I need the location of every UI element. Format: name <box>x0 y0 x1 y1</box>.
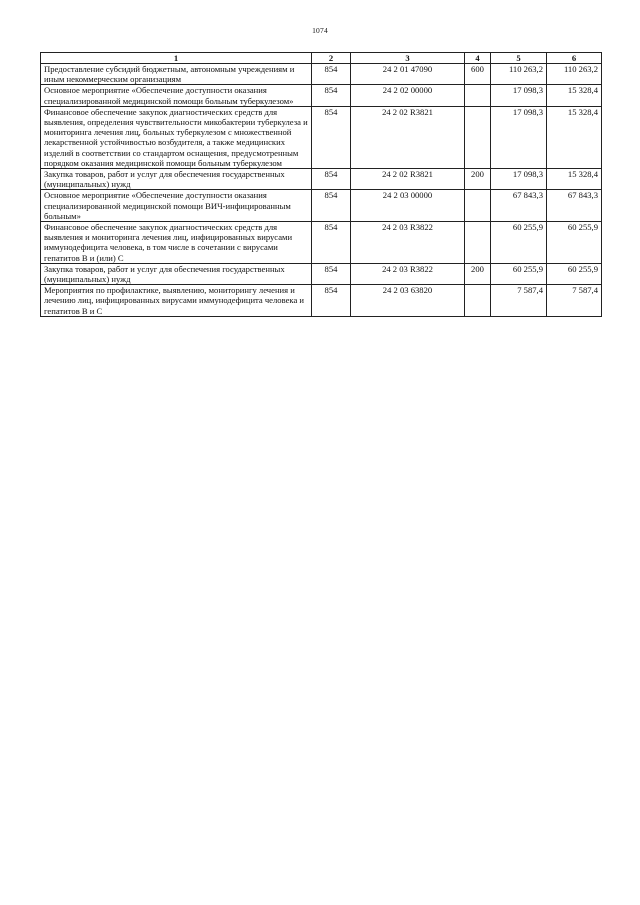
amount-year2-cell: 15 328,4 <box>547 85 602 106</box>
amount-year1-cell: 60 255,9 <box>491 263 547 284</box>
amount-year1-cell: 17 098,3 <box>491 85 547 106</box>
target-article-cell: 24 2 03 R3822 <box>351 222 465 264</box>
amount-year2-cell: 60 255,9 <box>547 263 602 284</box>
expense-type-cell <box>465 106 491 168</box>
column-header-3: 3 <box>351 53 465 64</box>
ministry-code-cell: 854 <box>312 64 351 85</box>
ministry-code-cell: 854 <box>312 263 351 284</box>
header-row <box>41 53 602 64</box>
amount-year1-cell: 7 587,4 <box>491 285 547 317</box>
amount-year1-cell: 17 098,3 <box>491 106 547 168</box>
column-header-5: 5 <box>491 53 547 64</box>
column-header-1: 1 <box>41 53 312 64</box>
expense-type-cell: 200 <box>465 169 491 190</box>
column-header-4: 4 <box>465 53 491 64</box>
name-cell: Финансовое обеспечение закупок диагностических средств для выявления, определения чувствительности микобактерии туберкулеза и мониторинга лечения лиц, больных туберкулезом с множественной лекарственной устойчивостью возбудителя, а также медицинских изделий в соответствии со стандартом оснащения, предусмотренным порядком оказания медицинской помощи больным туберкулезом <box>41 106 312 168</box>
target-article-cell: 24 2 01 47090 <box>351 64 465 85</box>
expense-type-cell <box>465 285 491 317</box>
table-body <box>41 64 602 317</box>
name-cell: Основное мероприятие «Обеспечение доступности оказания специализированной медицинской помощи ВИЧ-инфицированным больным» <box>41 190 312 222</box>
target-article-cell: 24 2 02 R3821 <box>351 169 465 190</box>
expense-type-cell <box>465 85 491 106</box>
ministry-code-cell: 854 <box>312 222 351 264</box>
target-article-cell: 24 2 02 00000 <box>351 85 465 106</box>
amount-year1-cell: 110 263,2 <box>491 64 547 85</box>
table-row <box>41 285 602 317</box>
name-cell: Закупка товаров, работ и услуг для обеспечения государственных (муниципальных) нужд <box>41 263 312 284</box>
column-header-6: 6 <box>547 53 602 64</box>
table-row <box>41 169 602 190</box>
ministry-code-cell: 854 <box>312 169 351 190</box>
ministry-code-cell: 854 <box>312 190 351 222</box>
budget-table <box>40 52 602 317</box>
table-row <box>41 106 602 168</box>
name-cell: Мероприятия по профилактике, выявлению, мониторингу лечения и лечению лиц, инфицированных вирусами иммунодефицита человека и гепатитов В и С <box>41 285 312 317</box>
amount-year2-cell: 67 843,3 <box>547 190 602 222</box>
expense-type-cell <box>465 222 491 264</box>
amount-year2-cell: 60 255,9 <box>547 222 602 264</box>
table-row <box>41 64 602 85</box>
expense-type-cell <box>465 190 491 222</box>
table-row <box>41 263 602 284</box>
table-row <box>41 85 602 106</box>
table-row <box>41 222 602 264</box>
name-cell: Закупка товаров, работ и услуг для обеспечения государственных (муниципальных) нужд <box>41 169 312 190</box>
amount-year2-cell: 15 328,4 <box>547 106 602 168</box>
amount-year1-cell: 17 098,3 <box>491 169 547 190</box>
name-cell: Финансовое обеспечение закупок диагностических средств для выявления и мониторинга лечения лиц, инфицированных вирусами иммунодефицита человека, в том числе в сочетании с вирусами гепатитов В и (или) С <box>41 222 312 264</box>
expense-type-cell: 600 <box>465 64 491 85</box>
amount-year2-cell: 7 587,4 <box>547 285 602 317</box>
amount-year2-cell: 110 263,2 <box>547 64 602 85</box>
amount-year1-cell: 60 255,9 <box>491 222 547 264</box>
amount-year2-cell: 15 328,4 <box>547 169 602 190</box>
target-article-cell: 24 2 03 R3822 <box>351 263 465 284</box>
name-cell: Предоставление субсидий бюджетным, автономным учреждениям и иным некоммерческим организациям <box>41 64 312 85</box>
ministry-code-cell: 854 <box>312 285 351 317</box>
name-cell: Основное мероприятие «Обеспечение доступности оказания специализированной медицинской помощи больным туберкулезом» <box>41 85 312 106</box>
ministry-code-cell: 854 <box>312 85 351 106</box>
target-article-cell: 24 2 02 R3821 <box>351 106 465 168</box>
target-article-cell: 24 2 03 63820 <box>351 285 465 317</box>
target-article-cell: 24 2 03 00000 <box>351 190 465 222</box>
table-row <box>41 190 602 222</box>
expense-type-cell: 200 <box>465 263 491 284</box>
amount-year1-cell: 67 843,3 <box>491 190 547 222</box>
ministry-code-cell: 854 <box>312 106 351 168</box>
page-number: 1074 <box>312 26 328 35</box>
column-header-2: 2 <box>312 53 351 64</box>
